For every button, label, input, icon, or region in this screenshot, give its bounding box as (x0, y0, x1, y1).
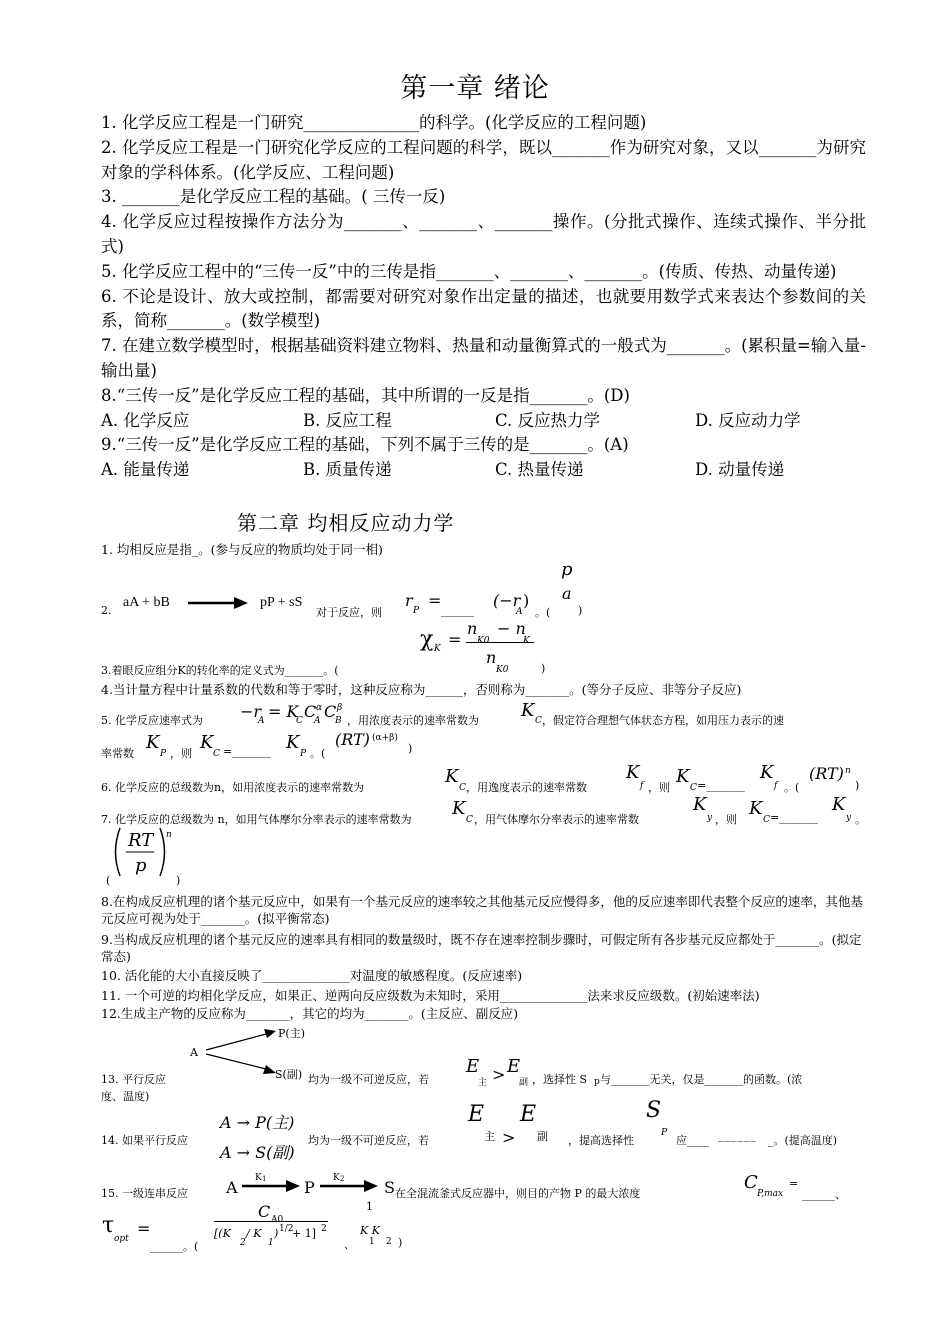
ch1-q9-options (101, 458, 866, 483)
ch1-q6: 6. 不论是设计、放大或控制，都需要对研究对象作出定量的描述，也就要用数学式来表达个参数间的关系，简称_______。(数学模型) (101, 286, 866, 331)
option-b: B. 质量传递 (303, 460, 392, 480)
option-a: A. 化学反应 (101, 410, 190, 430)
reaction-arrow-icon (240, 1178, 302, 1194)
fraction-bar (466, 642, 534, 643)
fraction-bar (214, 1221, 328, 1222)
chapter1-title: 第一章 绪论 (400, 73, 550, 104)
ch1-q8: 8.“三传一反”是化学反应工程的基础，其中所谓的一反是指_______。(D) (101, 385, 630, 405)
ch2-q11: 11. 一个可逆的均相化学反应，如果正、逆两向反应级数为未知时，采用______________法来求反应级数。(初始速率法) (101, 988, 760, 1003)
parallel-arrows-icon (200, 1028, 278, 1076)
reaction-arrow-icon (186, 596, 250, 610)
option-a: A. 能量传递 (101, 460, 190, 480)
ch2-q1: 1. 均相反应是指_。(参与反应的物质均处于同一相) (101, 542, 383, 557)
ch1-q3: 3. _______是化学反应工程的基础。( 三传一反) (101, 187, 446, 207)
reaction-right: pP + sS (260, 595, 303, 610)
ch1-q2: 2. 化学反应工程是一门研究化学反应的工程问题的科学，既以_______作为研究对象，又以_______为研究对象的学科体系。(化学反应、工程问题) (101, 137, 866, 182)
option-c: C. 热量传递 (495, 460, 584, 480)
ch1-q9: 9.“三传一反”是化学反应工程的基础，下列不属于三传的是_______。(A) (101, 435, 629, 455)
option-d: D. 反应动力学 (695, 410, 801, 430)
ch1-q8-options (101, 409, 866, 434)
ch2-q12: 12.生成主产物的反应称为_______，其它的均为_______。(主反应、副反应) (101, 1006, 519, 1021)
chapter1-questions (101, 111, 866, 483)
ch1-q5: 5. 化学反应工程中的“三传一反”中的三传是指_______、_______、_______。(传质、传热、动量传递) (101, 261, 837, 281)
ch2-q4: 4.当计量方程中计量系数的代数和等于零时，这种反应称为______，否则称为_______。(等分子反应、非等分子反应) (101, 682, 742, 697)
reaction-left: aA + bB (123, 595, 170, 610)
ch1-q4: 4. 化学反应过程按操作方法分为_______、_______、_______操作。(分批式操作、连续式操作、半分批式) (101, 212, 866, 256)
ch2-q8: 8.在构成反应机理的诸个基元反应中，如果有一个基元反应的速率较之其他基元反应慢得多，他的反应速率即代表整个反应的速率，其他基元反应可视为处于_______。(拟平衡常态) (101, 894, 863, 926)
option-c: C. 反应热力学 (495, 410, 601, 430)
option-d: D. 动量传递 (695, 460, 785, 480)
document-page: 第一章 绪论 1. 化学反应工程是一门研究______________的科学。(化学反应的工程问题) 2. 化学反应工程是一门研究化学反应的工程问题的科学，既以_______作为研究对象，又以_______为研究对象的学科体系。(化学反应、工程问题) 3. _______是化学反应工程的基础。( 三传一反) 4. 化学反应过程按操作方法分为_______、_______、_______操作。(分批式操作、连续式操作、半分批式) 5. 化学反应工程中的“三传一反”中的三传是指_______、_______、_______。(传质、传热、动量传递) 6. 不论是设计、放大或控制，都需要对研究对象作出定量的描述，也就要用数学式来表达个参数间的关系，简称_______。(数学模型) 7. 在建立数学模型时，根据基础资料建立物料、热量和动量衡算式的一般式为_______。(累积量=输入量-输出量) 8.“三传一反”是化学反应工程的基础，其中所谓的一反是指_______。(D) A. 化学反应 B. 反应工程 C. 反应热力学 D. 反应动力学 9.“三传一反”是化学反应工程的基础，下列不属于三传的是_______。(A) A. 能量传递 B. 质量传递 C. 热量传递 D. 动量传递 第二章 均相反应动力学 1. 均相反应是指_。(参与反应的物质均处于同一相) 2. aA + bB pP + sS 对于反应，则 r P = ______ (−r A ) 。( p a ) χ K = n K0 − n K n K0 3.着眼反应组分K的转化率的定义式为_______。( ) 4.当计量方程中计量系数的代数和等于零时，这种反应称为______，否则称为_______。(等分子反应、非等分子反应) 5. 化学反应速率式为 −r A = K C C A α C B β ，用浓度表示的速率常数为 K C ，假定符合理想气体状态方程，如用压力表示的速 率常数 K P ，则 K C =_______ K P 。( (RT) (α+β) ) 6. 化学反应的总级数为n，如用浓度表示的速率常数为 K C ，用逸度表示的速率常数 K f ，则 K C =_______ K f 。( (RT) n ) 7. 化学反应的总级数为 n，如用气体摩尔分率表示的速率常数为 K C ，用气体摩尔分率表示的速率常数 K y ，则 K C =_______ K y 。 RT p n ( ) 8.在构成反应机理的诸个基元反应中，如果有一个基元反应的速率较之其他基元反应慢得多，他的反应速率即代表整个反应的速率，其他基元反应可视为处于_______。(拟平衡常态) 9.当构成反应机理的诸个基元反应的速率具有相同的数量级时，既不存在速率控制步骤时，可假定所有各步基元反应都处于_______。(拟定常态) 10. 活化能的大小直接反映了______________对温度的敏感程度。(反应速率) 11. 一个可逆的均相化学反应，如果正、逆两向反应级数为未知时，采用______________法来求反应级数。(初始速率法) 12.生成主产物的反应称为_______，其它的均为_______。(主反应、副反应) P(主) A 13. 平行反应 S(副) 均为一级不可逆反应，若 E 主 > E 副 ，选择性 S p 与_______无关，仅是_______的函数。(浓 度、温度) A → P(主) A → S(副) 14. 如果平行反应 均为一级不可逆反应，若 E 主 > E 副 ，提高选择性 S P 应____ ______ _。(提高温度) 15. 一级连串反应 A K 1 P K 2 S 在全混流釜式反应器中，则目的产物 P 的最大浓度 C P,max = ______、 τ opt = ______。( C A0 [(K 2 / K 1 ) 1/2 + 1] 2 、 1 K K 1 2 ) (0, 0, 950, 1344)
reaction-arrow-icon (318, 1178, 380, 1194)
chapter2-title: 第二章 均相反应动力学 (237, 511, 455, 535)
ch2-q10: 10. 活化能的大小直接反映了______________对温度的敏感程度。(反应速率) (101, 968, 523, 983)
ch1-q1: 1. 化学反应工程是一门研究______________的科学。(化学反应的工程问题) (101, 113, 647, 132)
option-b: B. 反应工程 (303, 410, 392, 430)
ch1-q7: 7. 在建立数学模型时，根据基础资料建立物料、热量和动量衡算式的一般式为_______。(累积量=输入量-输出量) (101, 336, 866, 380)
ch2-q9: 9.当构成反应机理的诸个基元反应的速率具有相同的数量级时，既不存在速率控制步骤时，可假定所有各步基元反应都处于_______。(拟定常态) (101, 932, 862, 964)
